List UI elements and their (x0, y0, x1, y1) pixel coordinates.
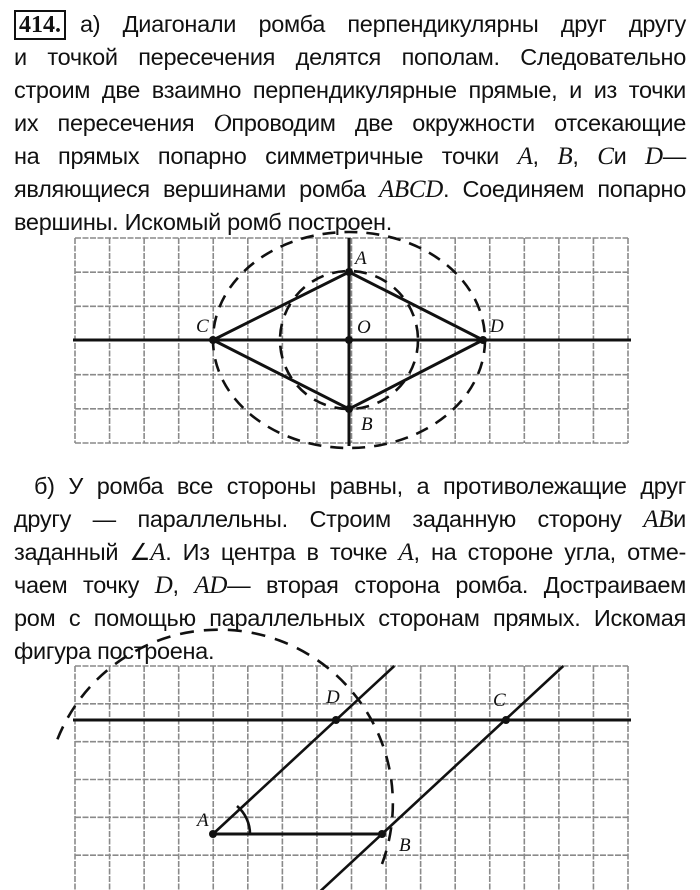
dashed-arc-radius-AB (56, 630, 393, 864)
label-O: O (357, 317, 371, 338)
text-line: другу — параллельны. Строим заданную сторону ABи (14, 506, 686, 533)
point-A (209, 830, 217, 838)
text-line: их пересечения Oпроводим две окружности отсекающие (14, 110, 686, 137)
math-symbol: D (645, 143, 663, 170)
text-line: вершины. Искомый ромб построен. (14, 209, 392, 235)
label-A: A (355, 248, 367, 269)
text-line: на прямых попарно симметричные точки A, B, Cи D— (14, 143, 686, 170)
text-line: строим две взаимно перпендикулярные прямые, и из точки (14, 77, 686, 103)
label-D: D (490, 316, 504, 337)
math-symbol: AD (194, 572, 228, 599)
math-symbol: O (213, 110, 232, 137)
math-symbol: ABCD (378, 176, 444, 203)
math-symbol: D (154, 572, 173, 599)
point-D (332, 716, 340, 724)
math-symbol: B (557, 143, 573, 170)
text-line: и точкой пересечения делятся пополам. Следовательно (14, 44, 686, 70)
problem-number-box: 414. (14, 10, 66, 40)
point-B (345, 405, 353, 413)
text-line: заданный ∠A. Из центра в точке A, на стороне угла, отме- (14, 539, 686, 566)
label-C: C (196, 316, 209, 337)
point-O (345, 336, 353, 344)
math-symbol: AB (643, 506, 674, 533)
label-B: B (399, 835, 411, 856)
math-symbol: A (150, 539, 166, 566)
point-C (209, 336, 217, 344)
point-C (502, 716, 510, 724)
text-line: фигура построена. (14, 638, 215, 664)
line-BC (315, 666, 563, 890)
point-D (479, 336, 487, 344)
math-symbol: A (398, 539, 414, 566)
text-line: чаем точку D, AD— вторая сторона ромба. Достраиваем (14, 572, 686, 599)
point-B (378, 830, 386, 838)
text-line: б) У ромба все стороны равны, а противолежащие друг (34, 473, 686, 499)
label-D: D (326, 687, 340, 708)
text-line: а) Диагонали ромба перпендикулярны друг другу (80, 11, 686, 37)
point-A (345, 268, 353, 276)
label-B: B (361, 414, 373, 435)
math-symbol: A (517, 143, 533, 170)
text-line: ром с помощью параллельных сторонам прямых. Искомая (14, 605, 686, 631)
label-A: A (197, 810, 209, 831)
text-line: являющиеся вершинами ромба ABCD. Соединяем попарно (14, 176, 686, 203)
math-symbol: C (597, 143, 614, 170)
label-C: C (493, 690, 506, 711)
